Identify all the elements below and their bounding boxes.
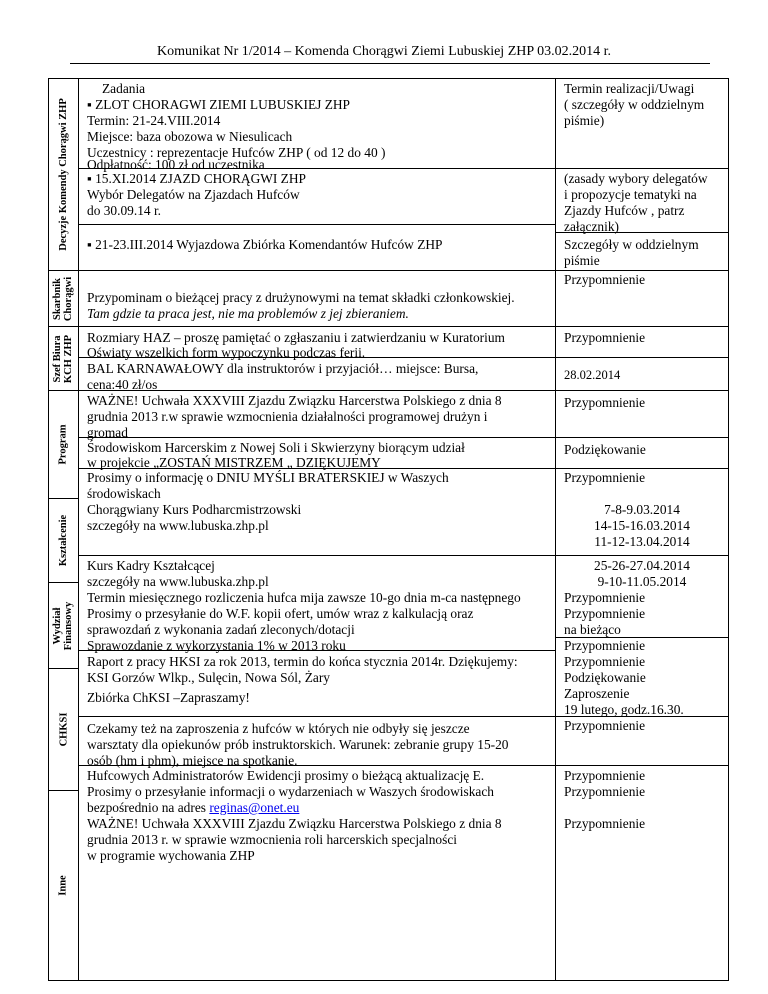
note-skladki: Przypomnienie — [564, 272, 646, 287]
category-decyzje-label: Decyzje Komendy Chorągwi ZHP — [58, 98, 69, 251]
task-kopie-line1: Prosimy o przesyłanie do W.F. kopii ofert, umów wraz z kalkulacją oraz — [87, 606, 474, 621]
task-termin-hufca: Termin miesięcznego rozliczenia hufca mija zawsze 10-go dnia m-ca następnego — [87, 590, 521, 605]
note-informacje: Przypomnienie — [564, 784, 646, 799]
note-zjazd-line2: i propozycje tematyki na — [564, 187, 697, 202]
task-zaproszenia-line1: Czekamy też na zaproszenia z hufców w których nie odbyły się jeszcze — [87, 721, 470, 736]
note-zlot-line1: ( szczegóły w oddzielnym — [564, 97, 705, 112]
category-szef-label — [53, 334, 75, 382]
note-haz: Przypomnienie — [564, 330, 646, 345]
category-wydzial-line1: Wydział — [52, 607, 64, 644]
category-program — [49, 391, 78, 498]
task-zjazd-line2: Wybór Delegatów na Zjazdach Hufców — [87, 187, 300, 202]
row-separator — [78, 437, 555, 438]
task-podharcmistrz-line2: szczegóły na www.lubuska.zhp.pl — [87, 518, 269, 533]
header-rule — [70, 63, 710, 64]
note-raport-1: Przypomnienie — [564, 654, 646, 669]
row-separator — [555, 390, 728, 391]
category-ksztalcenie — [49, 499, 78, 582]
note-podharcmistrz-date3: 11-12-13.04.2014 — [594, 534, 690, 549]
table-border-top — [48, 78, 729, 79]
note-zlot-line2: piśmie) — [564, 113, 605, 128]
table-divider-category — [78, 78, 79, 981]
row-separator — [555, 437, 728, 438]
note-sprawozdanie: Przypomnienie — [564, 638, 646, 653]
row-separator — [555, 270, 728, 271]
note-kadra-date2: 9-10-11.05.2014 — [597, 574, 687, 589]
category-szef-line1: Szef Biura — [52, 335, 64, 382]
note-uchwala2: Przypomnienie — [564, 816, 646, 831]
note-raport-2: Podziękowanie — [564, 670, 646, 685]
task-informacje-prefix: bezpośrednio na adres — [87, 800, 210, 815]
note-zjazd-line1: (zasady wybory delegatów — [564, 171, 708, 186]
column-header-tasks: Zadania — [102, 81, 146, 96]
task-zlot-line3: Miejsce: baza obozowa w Niesulicach — [87, 129, 293, 144]
row-separator — [555, 468, 728, 469]
task-skladki-line1: Przypominam o bieżącej pracy z drużynowymi na temat składki członkowskiej. — [87, 290, 515, 305]
category-szef-biura — [49, 327, 78, 390]
task-uchwala1-line3: gromad — [87, 425, 128, 440]
row-separator — [78, 555, 555, 556]
task-informacje-line1: Prosimy o przesyłanie informacji o wydarzeniach w Waszych środowiskach — [87, 784, 494, 799]
task-zbiorka: ▪ 21-23.III.2014 Wyjazdowa Zbiórka Komendantów Hufców ZHP — [87, 237, 443, 252]
task-chksi-zbiorka: Zbiórka ChKSI –Zapraszamy! — [87, 690, 250, 705]
task-skladki-line2: Tam gdzie ta praca jest, nie ma problemów z jej zbieraniem. — [87, 306, 409, 321]
note-srodowiska: Podziękowanie — [564, 442, 646, 457]
note-termin-hufca: Przypomnienie — [564, 590, 646, 605]
task-haz-line2: Oświaty wszelkich form wypoczynku podczas ferii. — [87, 345, 366, 360]
task-srodowiska-line2: w projekcie „ZOSTAŃ MISTRZEM „ DZIĘKUJEMY — [87, 455, 381, 470]
note-zaproszenia: Przypomnienie — [564, 718, 646, 733]
row-separator — [78, 326, 555, 327]
category-skarbnik-line1: Skarbnik — [52, 277, 64, 320]
task-raport-line2: KSI Gorzów Wlkp., Sulęcin, Nowa Sól, Żary — [87, 670, 330, 685]
category-szef-line2: KCH ZHP — [63, 334, 75, 383]
task-zjazd-line3: do 30.09.14 r. — [87, 203, 162, 218]
category-skarbnik — [49, 271, 78, 326]
task-zlot-line5: Odpłatność: 100 zł od uczestnika — [87, 157, 265, 172]
category-chksi-label: CHKSI — [58, 712, 69, 747]
task-informacje-line2 — [87, 800, 299, 816]
note-kopie: Przypomnienie — [564, 606, 646, 621]
task-uchwala2-line1: WAŻNE! Uchwała XXXVIII Zjazdu Związku Harcerstwa Polskiego z dnia 8 — [87, 816, 502, 831]
table-border-bottom — [48, 980, 729, 981]
category-ksztalcenie-label: Kształcenie — [58, 514, 70, 567]
task-zaproszenia-line2: warsztaty dla opiekunów prób instruktorskich. Warunek: zebranie grupy 15-20 — [87, 737, 509, 752]
task-kadra-line1: Kurs Kadry Kształcącej — [87, 558, 215, 573]
task-kadra-line2: szczegóły na www.lubuska.zhp.pl — [87, 574, 269, 589]
category-inne-label: Inne — [58, 875, 69, 896]
task-zaproszenia-line3: osób (hm i phm), miejsce na spotkanie. — [87, 753, 298, 768]
category-skarbnik-label — [53, 276, 75, 320]
note-ewidencja: Przypomnienie — [564, 768, 646, 783]
task-raport-line1: Raport z pracy HKSI za rok 2013, termin do końca stycznia 2014r. Dziękujemy: — [87, 654, 518, 669]
category-decyzje — [49, 79, 78, 270]
note-podharcmistrz-date1: 7-8-9.03.2014 — [604, 502, 680, 517]
note-kadra-date1: 25-26-27.04.2014 — [594, 558, 690, 573]
task-zjazd-line1: ▪ 15.XI.2014 ZJAZD CHORĄGWI ZHP — [87, 171, 306, 186]
task-srodowiska-line1: Środowiskom Harcerskim z Nowej Soli i Skwierzyny biorącym udział — [87, 440, 465, 455]
note-zjazd-line3: Zjazdy Hufców , patrz — [564, 203, 685, 218]
row-separator — [78, 224, 555, 225]
email-link[interactable]: reginas@onet.eu — [209, 800, 300, 815]
note-zbiorka-line2: piśmie — [564, 253, 600, 268]
task-bal-line2: cena:40 zł/os — [87, 377, 158, 392]
task-dmb-line2: środowiskach — [87, 486, 161, 501]
task-uchwala1-line1: WAŻNE! Uchwała XXXVIII Zjazdu Związku Harcerstwa Polskiego z dnia 8 — [87, 393, 502, 408]
category-wydzial-finansowy — [49, 583, 78, 668]
task-uchwala2-line2: grudnia 2013 r. w sprawie wzmocnienia roli harcerskich specjalności — [87, 832, 457, 847]
category-inne — [49, 791, 78, 980]
category-wydzial-label — [53, 601, 75, 649]
note-zbiorka-line1: Szczegóły w oddzielnym — [564, 237, 699, 252]
task-bal-line1: BAL KARNAWAŁOWY dla instruktorów i przyjaciół… miejsce: Bursa, — [87, 361, 479, 376]
task-ewidencja: Hufcowych Administratorów Ewidencji prosimy o bieżącą aktualizację E. — [87, 768, 485, 783]
task-podharcmistrz-line1: Chorągwiany Kurs Podharcmistrzowski — [87, 502, 302, 517]
category-wydzial-line2: Finansowy — [63, 601, 75, 650]
category-program-label: Program — [58, 424, 70, 465]
row-separator — [555, 357, 728, 358]
row-separator — [555, 765, 728, 766]
task-zlot-line1: ▪ ZLOT CHORAGWI ZIEMI LUBUSKIEJ ZHP — [87, 97, 350, 112]
table-border-right — [728, 78, 729, 981]
note-chksi-date: 19 lutego, godz.16.30. — [564, 702, 684, 717]
task-zlot-line4: Uczestnicy : reprezentacje Hufców ZHP ( od 12 do 40 ) — [87, 145, 386, 160]
task-kopie-line2: sprawozdań z wykonania zadań zleconych/dotacji — [87, 622, 355, 637]
category-skarbnik-line2: Chorągwi — [63, 276, 75, 321]
row-separator — [78, 716, 555, 717]
task-uchwala1-line2: grudnia 2013 r.w sprawie wzmocnienia działalności programowej drużyn i — [87, 409, 488, 424]
note-podharcmistrz-date2: 14-15-16.03.2014 — [594, 518, 690, 533]
note-uchwala1: Przypomnienie — [564, 395, 646, 410]
row-separator — [555, 168, 728, 169]
category-chksi — [49, 669, 78, 790]
note-na-biezaco: na bieżąco — [564, 622, 621, 637]
row-separator — [555, 555, 728, 556]
page-header: Komunikat Nr 1/2014 – Komenda Chorągwi Ziemi Lubuskiej ZHP 03.02.2014 r. — [156, 44, 612, 59]
column-header-deadline: Termin realizacji/Uwagi — [564, 81, 695, 96]
task-dmb-line1: Prosimy o informację o DNIU MYŚLI BRATERSKIEJ w Waszych — [87, 470, 449, 485]
task-uchwala2-line3: w programie wychowania ZHP — [87, 848, 255, 863]
row-separator — [78, 270, 555, 271]
note-bal-date: 28.02.2014 — [564, 368, 621, 382]
task-haz-line1: Rozmiary HAZ – proszę pamiętać o zgłaszaniu i zatwierdzaniu w Kuratorium — [87, 330, 505, 345]
note-dmb: Przypomnienie — [564, 470, 646, 485]
task-sprawozdanie: Sprawozdanie z wykorzystania 1% w 2013 roku — [87, 638, 346, 653]
task-zlot-line2: Termin: 21-24.VIII.2014 — [87, 113, 221, 128]
note-zaproszenie: Zaproszenie — [564, 686, 630, 701]
note-zjazd-line4: załącznik) — [564, 219, 620, 234]
row-separator — [555, 326, 728, 327]
